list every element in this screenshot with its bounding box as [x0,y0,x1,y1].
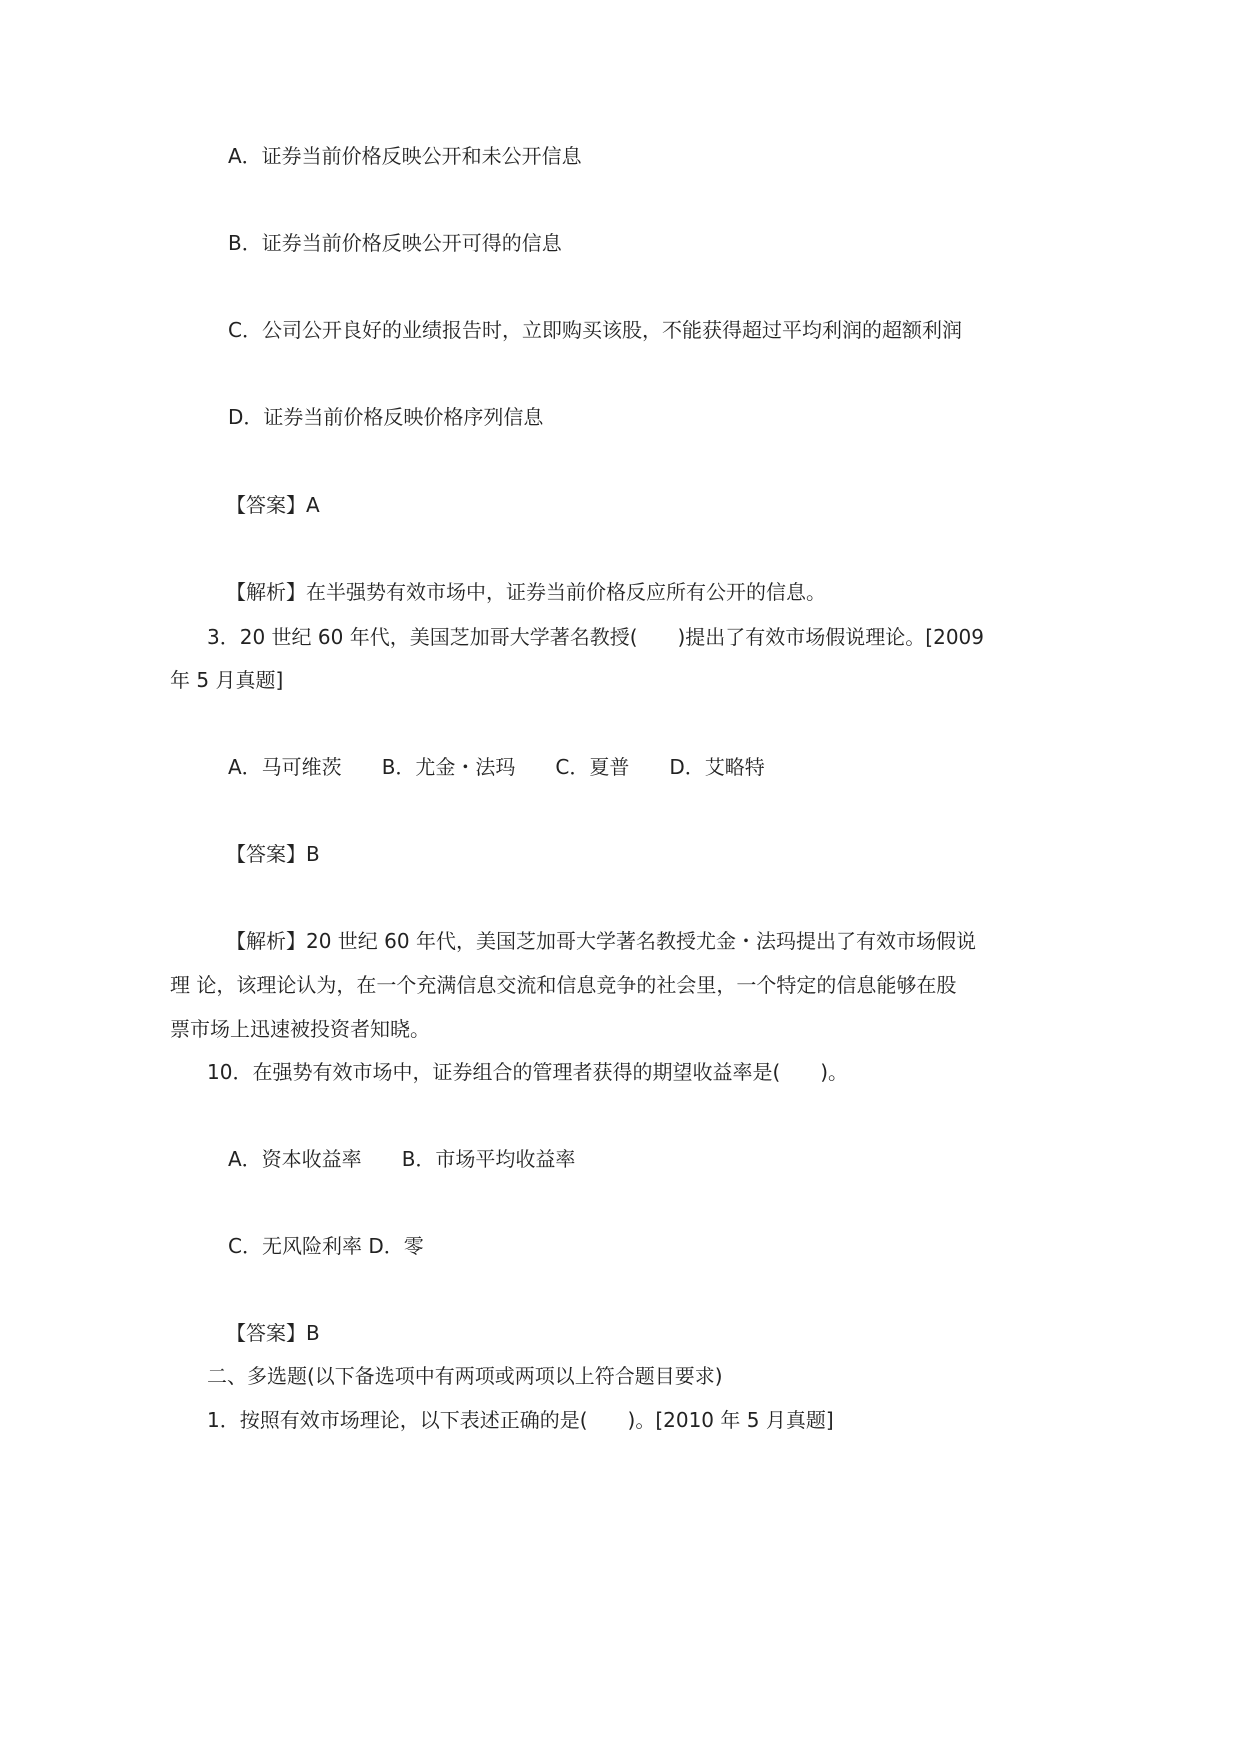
q2-option-c: C．公司公开良好的业绩报告时，立即购买该股，不能获得超过平均利润的超额利润 [228,318,962,342]
q2-option-d: D．证券当前价格反映价格序列信息 [228,405,544,429]
q3-option-c: C．夏普 [555,755,630,779]
q2-option-a: A．证券当前价格反映公开和未公开信息 [228,144,582,168]
q3-stem-line2: 年 5 月真题] [170,668,284,692]
q2-answer: 【答案】A [226,493,320,517]
q2-option-b: B．证券当前价格反映公开可得的信息 [228,231,562,255]
q10-option-b: B．市场平均收益率 [401,1147,576,1171]
q10-options-row2: C．无风险利率 D．零 [228,1234,424,1258]
q10-options-row1 [228,1149,575,1169]
q3-answer: 【答案】B [226,842,320,866]
q3-analysis-line3: 票市场上迅速被投资者知晓。 [170,1017,430,1041]
q10-option-a: A．资本收益率 [228,1147,362,1171]
q10-stem: 10．在强势有效市场中，证券组合的管理者获得的期望收益率是( )。 [207,1060,849,1084]
q3-analysis-line1: 【解析】20 世纪 60 年代，美国芝加哥大学著名教授尤金・法玛提出了有效市场假说 [226,929,976,953]
q3-options-row [228,757,765,777]
q3-option-b: B．尤金・法玛 [381,755,516,779]
q3-option-d: D．艾略特 [669,755,765,779]
q10-answer: 【答案】B [226,1321,320,1345]
mc-q1-stem: 1．按照有效市场理论，以下表述正确的是( )。[2010 年 5 月真题] [207,1408,834,1432]
q3-analysis-line2: 理 论，该理论认为，在一个充满信息交流和信息竞争的社会里，一个特定的信息能够在股 [170,973,957,997]
q2-analysis: 【解析】在半强势有效市场中，证券当前价格反应所有公开的信息。 [226,580,826,604]
q3-stem-line1: 3．20 世纪 60 年代，美国芝加哥大学著名教授( )提出了有效市场假说理论。[2009 [207,625,985,649]
section-heading: 二、多选题(以下备选项中有两项或两项以上符合题目要求) [207,1364,723,1388]
q3-option-a: A．马可维茨 [228,755,342,779]
